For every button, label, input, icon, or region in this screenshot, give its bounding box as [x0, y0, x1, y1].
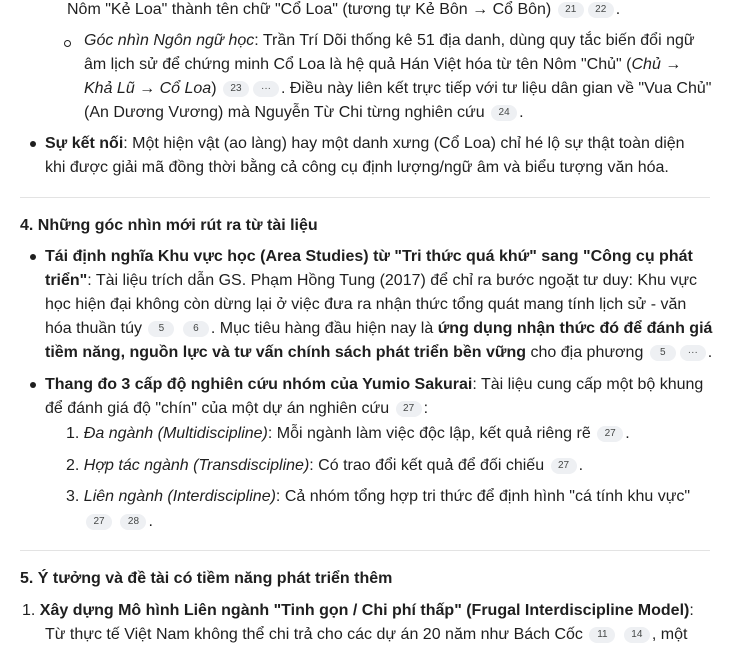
- section-divider: [20, 550, 710, 551]
- bullet-marker: [30, 141, 36, 147]
- section-heading: 5. Ý tưởng và đề tài có tiềm năng phát triển thêm: [20, 570, 393, 587]
- paragraph-line: 27 28 .: [84, 510, 153, 534]
- list-item-area-studies: Tái định nghĩa Khu vực học (Area Studies) từ "Tri thức quá khứ" sang "Công cụ phát: [45, 248, 693, 265]
- citation-chip[interactable]: 5: [650, 345, 676, 361]
- paragraph-line: khi được giải mã đồng thời bằng cả công cụ định lượng/ngữ âm và biểu tượng văn hóa.: [45, 159, 669, 176]
- item-label: Góc nhìn Ngôn ngữ học: [84, 32, 255, 49]
- citation-more-chip[interactable]: ···: [253, 81, 279, 97]
- citation-more-chip[interactable]: ···: [680, 345, 706, 361]
- citation-chip[interactable]: 22: [588, 2, 614, 18]
- citation-chip[interactable]: 27: [597, 426, 623, 442]
- item-label: Sự kết nối: [45, 135, 124, 152]
- citation-chip[interactable]: 6: [183, 321, 209, 337]
- list-item-connection: Sự kết nối: Một hiện vật (ao làng) hay một danh xưng (Cổ Loa) chỉ hé lộ sự thật toàn diện: [45, 135, 685, 152]
- list-item-sakurai-scale: Thang đo 3 cấp độ nghiên cứu nhóm của Yumio Sakurai: Tài liệu cung cấp một bộ khung: [45, 376, 704, 393]
- paragraph-line: hóa thuần túy 5 6 . Mục tiêu hàng đầu hiện nay là ứng dụng nhận thức đó để đánh giá: [45, 320, 713, 337]
- paragraph-line: Nôm "Kẻ Loa" thành tên chữ "Cổ Loa" (tương tự Kẻ Bôn → Cổ Bôn) 21 22 .: [67, 1, 621, 18]
- citation-chip[interactable]: 27: [86, 514, 112, 530]
- paragraph-line: Khả Lũ → Cổ Loa) 23 ··· . Điều này liên kết trực tiếp với tư liệu dân gian về "Vua Chủ": [84, 80, 712, 97]
- paragraph-line: tiềm năng, nguồn lực và tư vấn chính sách phát triển bền vững cho địa phương 5 ··· .: [45, 344, 713, 361]
- citation-chip[interactable]: 11: [589, 627, 615, 643]
- bullet-marker: [30, 254, 36, 260]
- numbered-item-frugal-model: 1. Xây dựng Mô hình Liên ngành "Tinh gọn / Chi phí thấp" (Frugal Interdiscipline Model):: [22, 602, 694, 619]
- citation-chip[interactable]: 5: [148, 321, 174, 337]
- paragraph-line: Từ thực tế Việt Nam không thể chi trả cho các dự án 20 năm như Bách Cốc 11 14 , một: [45, 626, 688, 643]
- paragraph-line: (An Dương Vương) mà Nguyễn Từ Chi từng nghiên cứu 24 .: [84, 104, 524, 121]
- paragraph-line: triển": Tài liệu trích dẫn GS. Phạm Hồng Tung (2017) để chỉ ra bước ngoặt tư duy: Khu vực: [45, 272, 698, 289]
- paragraph-line: âm lịch sử để chứng minh Cổ Loa là hệ quả Hán Việt hóa từ tên Nôm "Chủ" (Chủ →: [84, 56, 682, 73]
- citation-chip[interactable]: 14: [624, 627, 650, 643]
- section-heading: 4. Những góc nhìn mới rút ra từ tài liệu: [20, 217, 318, 234]
- numbered-item-multidiscipline: 1. Đa ngành (Multidiscipline): Mỗi ngành làm việc độc lập, kết quả riêng rẽ 27 .: [66, 425, 630, 442]
- bullet-marker: [30, 382, 36, 388]
- citation-chip[interactable]: 21: [558, 2, 584, 18]
- list-item-linguistics: Góc nhìn Ngôn ngữ học: Trần Trí Dõi thống kê 51 địa danh, dùng quy tắc biến đổi ngữ: [84, 32, 695, 49]
- paragraph-line: học hiện đại không còn dừng lại ở việc đưa ra nhận thức tổng quát mang tính lịch sử - văn: [45, 296, 687, 313]
- citation-chip[interactable]: 27: [551, 458, 577, 474]
- citation-chip[interactable]: 28: [120, 514, 146, 530]
- paragraph-line: để đánh giá độ "chín" của một dự án nghiên cứu 27 :: [45, 400, 429, 417]
- citation-chip[interactable]: 23: [223, 81, 249, 97]
- sub-bullet-marker: [64, 40, 71, 47]
- section-divider: [20, 197, 710, 198]
- citation-chip[interactable]: 27: [396, 401, 422, 417]
- citation-chip[interactable]: 24: [491, 105, 517, 121]
- numbered-item-transdiscipline: 2. Hợp tác ngành (Transdiscipline): Có trao đổi kết quả để đối chiếu 27 .: [66, 457, 584, 474]
- numbered-item-interdiscipline: 3. Liên ngành (Interdiscipline): Cả nhóm tổng hợp tri thức để định hình "cá tính khu vực": [66, 488, 691, 505]
